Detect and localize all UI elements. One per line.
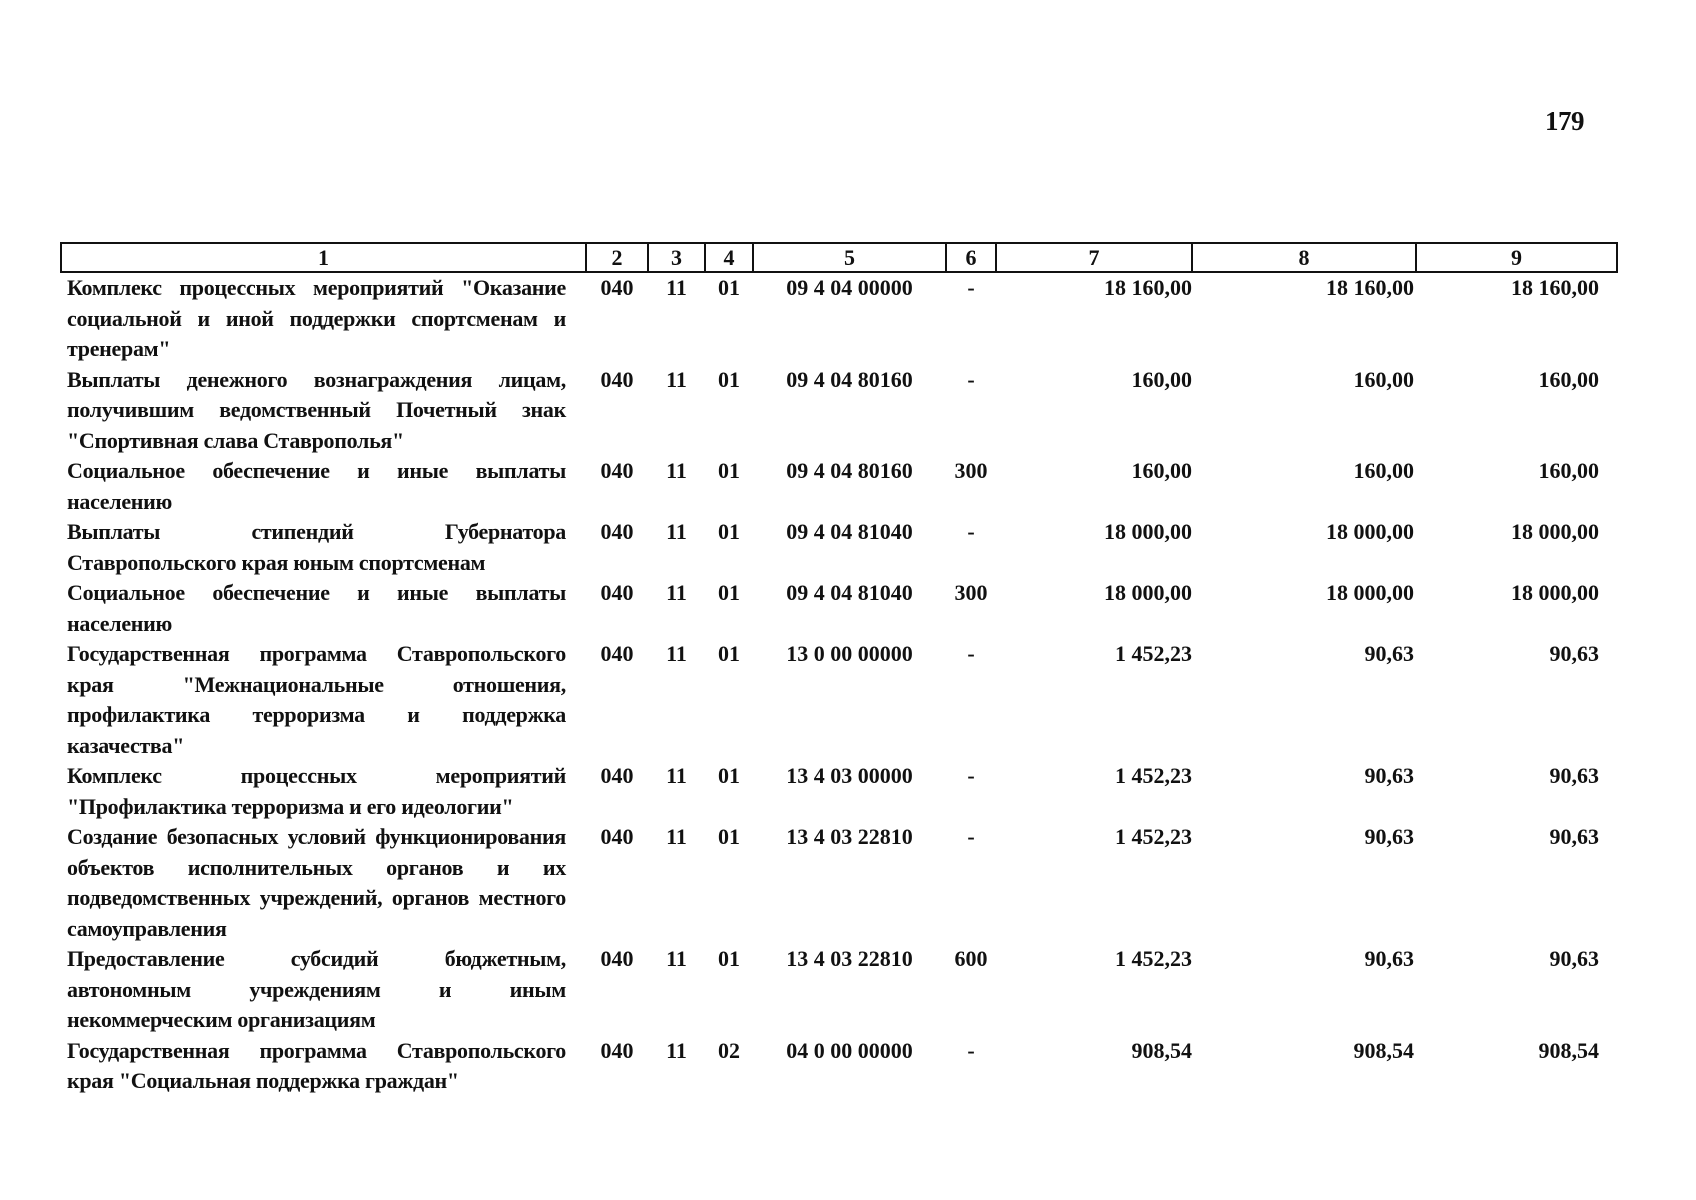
row-col-9: 18 000,00: [1511, 580, 1599, 605]
row-col-3: 11: [666, 946, 687, 971]
row-col-6: 300: [954, 580, 988, 605]
row-col-9: 90,63: [1549, 641, 1599, 666]
row-col-5: 09 4 04 81040: [786, 580, 913, 605]
row-col-7: 18 160,00: [1104, 275, 1192, 300]
row-col-8: 90,63: [1364, 824, 1414, 849]
row-col-4: 01: [718, 458, 740, 483]
row-name: Предоставление субсидий бюджетным, автономным учреждениям и иным некоммерческим организациям: [67, 946, 566, 1032]
row-col-2: 040: [600, 1037, 634, 1063]
row-col-6: -: [967, 275, 975, 300]
table-row: [61, 1036, 1617, 1097]
row-col-2: 040: [600, 275, 634, 300]
row-col-9: 160,00: [1538, 458, 1599, 483]
row-col-2: 040: [600, 519, 634, 544]
row-col-6: 600: [954, 946, 988, 971]
table-header: [61, 243, 1617, 272]
table-row: [61, 578, 1617, 639]
row-col-2: 040: [600, 458, 634, 483]
row-col-5: 09 4 04 00000: [786, 275, 913, 300]
row-col-9: 90,63: [1549, 824, 1599, 849]
row-name: Государственная программа Ставропольского края "Межнациональные отношения, профилактика терроризма и поддержка казачества": [67, 641, 566, 758]
row-col-8: 18 160,00: [1326, 275, 1414, 300]
table-row: [61, 822, 1617, 944]
row-col-8: 18 000,00: [1326, 519, 1414, 544]
row-col-2: 040: [600, 763, 634, 788]
row-col-6: -: [967, 366, 975, 392]
row-col-3: 11: [666, 1037, 687, 1063]
table-row: [61, 761, 1617, 822]
row-col-9: 908,54: [1538, 1037, 1599, 1063]
row-col-6: -: [967, 519, 975, 544]
row-col-9: 90,63: [1549, 946, 1599, 971]
table-body: [61, 272, 1617, 1097]
header-col-7: 7: [996, 243, 1192, 272]
row-col-4: 02: [718, 1037, 740, 1063]
row-name: Государственная программа Ставропольского края "Социальная поддержка граждан": [67, 1037, 566, 1093]
row-col-5: 04 0 00 00000: [786, 1037, 913, 1063]
row-name: Комплекс процессных мероприятий "Профилактика терроризма и его идеологии": [67, 763, 566, 819]
row-col-4: 01: [718, 763, 740, 788]
row-col-2: 040: [600, 366, 634, 392]
row-col-7: 1 452,23: [1115, 641, 1192, 666]
row-name: Комплекс процессных мероприятий "Оказание социальной и иной поддержки спортсменам и тренерам": [67, 275, 566, 361]
header-col-2: 2: [586, 243, 648, 272]
row-col-2: 040: [600, 824, 634, 849]
row-col-4: 01: [718, 824, 740, 849]
row-col-9: 18 160,00: [1511, 275, 1599, 300]
table-row: [61, 944, 1617, 1036]
row-col-2: 040: [600, 946, 634, 971]
row-col-8: 90,63: [1364, 946, 1414, 971]
row-col-4: 01: [718, 580, 740, 605]
row-col-4: 01: [718, 519, 740, 544]
row-col-3: 11: [666, 763, 687, 788]
row-name: Создание безопасных условий функционирования объектов исполнительных органов и их подведомственных учреждений, органов местного самоуправления: [67, 824, 566, 941]
row-col-3: 11: [666, 366, 687, 392]
row-col-8: 908,54: [1353, 1037, 1414, 1063]
row-name: Выплаты денежного вознаграждения лицам, получившим ведомственный Почетный знак "Спортивная слава Ставрополья": [67, 366, 566, 453]
row-col-5: 13 4 03 22810: [786, 824, 913, 849]
row-col-5: 09 4 04 80160: [786, 366, 913, 392]
table-row: [61, 517, 1617, 578]
row-name: Социальное обеспечение и иные выплаты населению: [67, 580, 566, 636]
row-col-5: 13 4 03 00000: [786, 763, 913, 788]
table-row: [61, 365, 1617, 457]
page-number: 179: [1545, 106, 1584, 136]
row-col-4: 01: [718, 366, 740, 392]
row-col-7: 160,00: [1131, 458, 1192, 483]
table-row: [61, 456, 1617, 517]
header-col-4: 4: [705, 243, 753, 272]
row-col-7: 160,00: [1131, 366, 1192, 392]
row-col-7: 1 452,23: [1115, 946, 1192, 971]
row-col-9: 18 000,00: [1511, 519, 1599, 544]
row-col-3: 11: [666, 458, 687, 483]
row-col-7: 18 000,00: [1104, 519, 1192, 544]
table-row: [61, 272, 1617, 365]
row-col-2: 040: [600, 641, 634, 666]
row-name: Выплаты стипендий Губернатора Ставропольского края юным спортсменам: [67, 519, 566, 575]
row-col-5: 13 4 03 22810: [786, 946, 913, 971]
row-col-9: 160,00: [1538, 366, 1599, 392]
header-col-1: 1: [61, 243, 586, 272]
row-col-5: 13 0 00 00000: [786, 641, 913, 666]
row-col-2: 040: [600, 580, 634, 605]
row-col-3: 11: [666, 824, 687, 849]
row-col-4: 01: [718, 946, 740, 971]
header-col-5: 5: [753, 243, 946, 272]
header-col-8: 8: [1192, 243, 1416, 272]
row-col-3: 11: [666, 641, 687, 666]
header-col-3: 3: [648, 243, 705, 272]
row-col-6: -: [967, 824, 975, 849]
row-col-9: 90,63: [1549, 763, 1599, 788]
row-col-6: 300: [954, 458, 988, 483]
row-name: Социальное обеспечение и иные выплаты населению: [67, 458, 566, 514]
row-col-5: 09 4 04 81040: [786, 519, 913, 544]
row-col-8: 18 000,00: [1326, 580, 1414, 605]
row-col-7: 908,54: [1131, 1037, 1192, 1063]
header-col-9: 9: [1416, 243, 1617, 272]
budget-table: [60, 242, 1618, 1097]
table-row: [61, 639, 1617, 761]
row-col-5: 09 4 04 80160: [786, 458, 913, 483]
row-col-6: -: [967, 763, 975, 788]
row-col-4: 01: [718, 641, 740, 666]
row-col-6: -: [967, 1037, 975, 1063]
row-col-3: 11: [666, 519, 687, 544]
header-row: [61, 243, 1617, 272]
row-col-8: 160,00: [1353, 458, 1414, 483]
row-col-8: 90,63: [1364, 641, 1414, 666]
row-col-3: 11: [666, 580, 687, 605]
row-col-7: 18 000,00: [1104, 580, 1192, 605]
header-col-6: 6: [946, 243, 996, 272]
row-col-3: 11: [666, 275, 687, 300]
row-col-7: 1 452,23: [1115, 824, 1192, 849]
row-col-8: 90,63: [1364, 763, 1414, 788]
row-col-8: 160,00: [1353, 366, 1414, 392]
row-col-7: 1 452,23: [1115, 763, 1192, 788]
row-col-4: 01: [718, 275, 740, 300]
row-col-6: -: [967, 641, 975, 666]
